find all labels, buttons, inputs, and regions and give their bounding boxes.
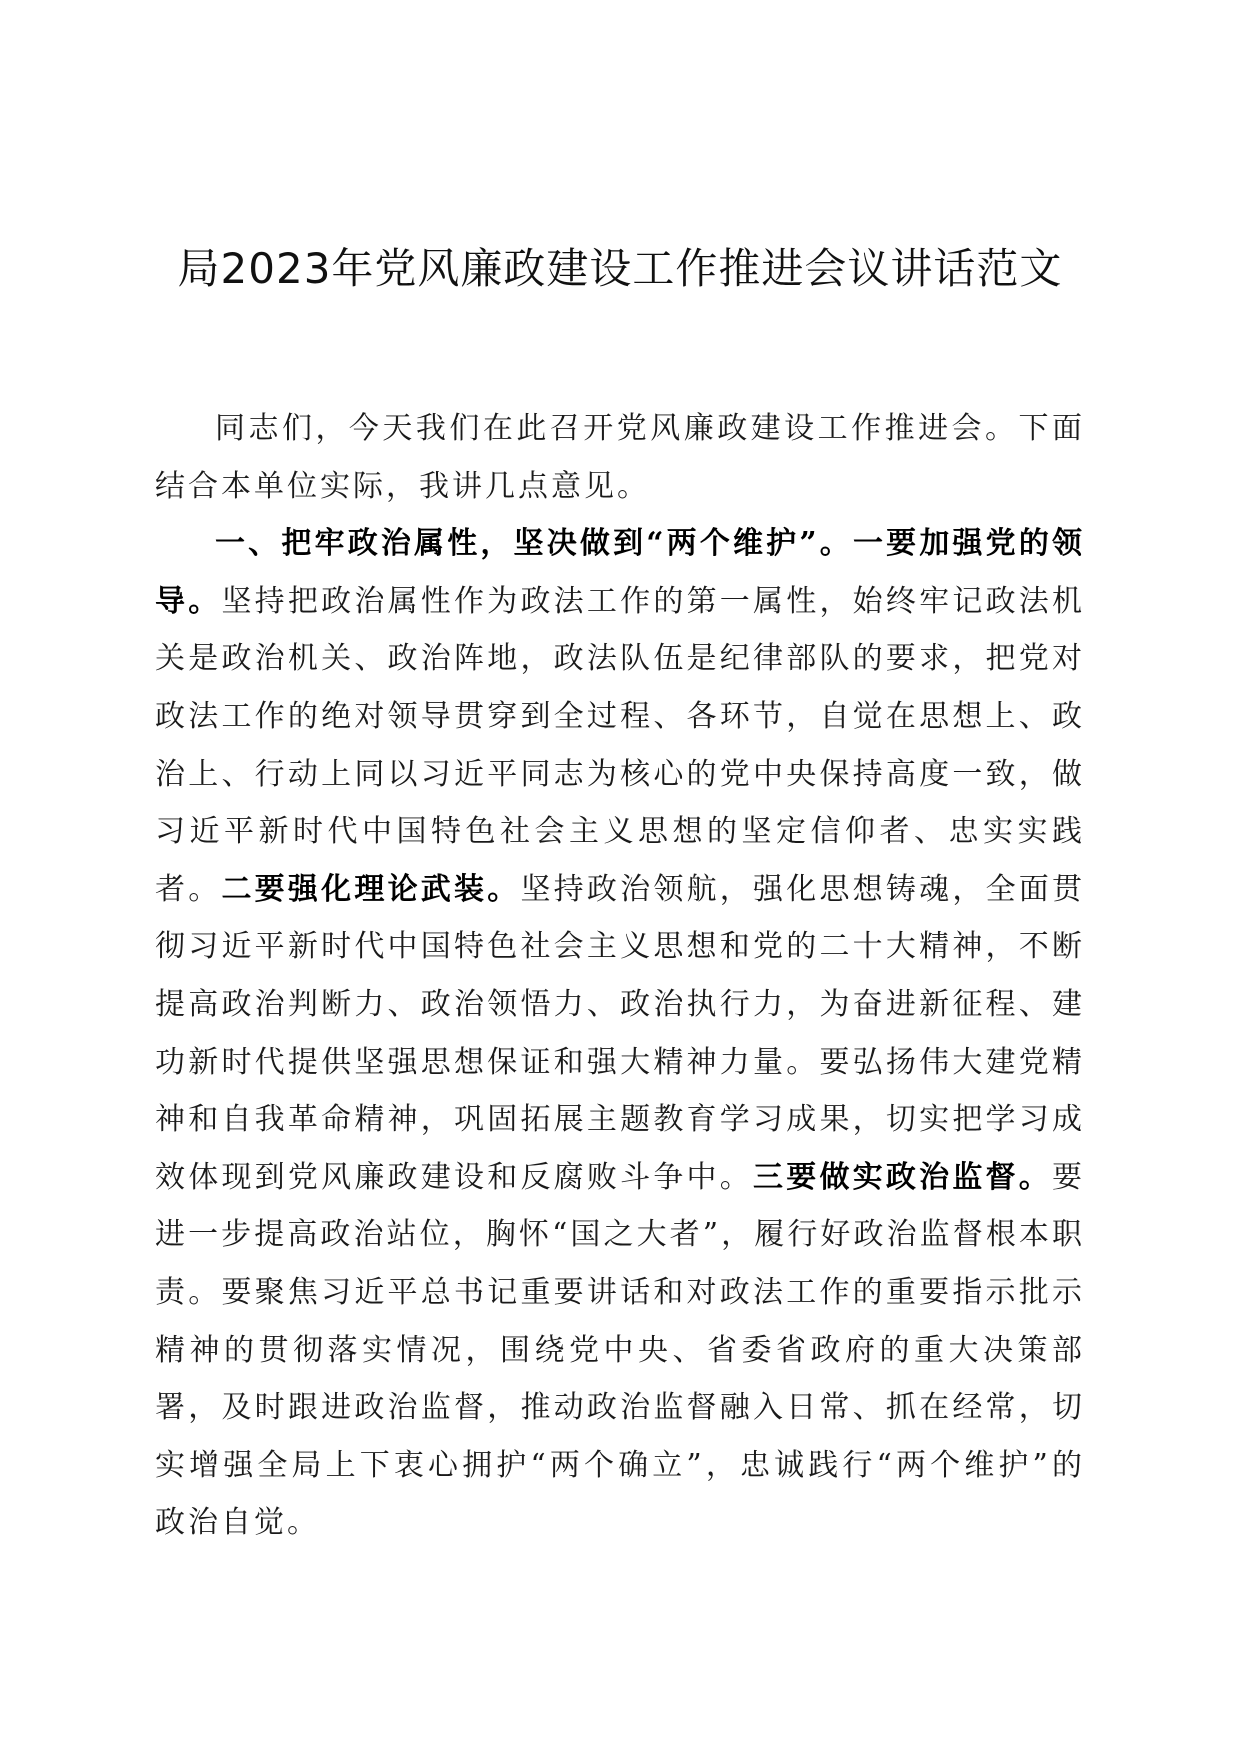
section-1-heading: 一、把牢政治属性，坚决做到“两个维护”。 [215, 526, 853, 562]
point-1-text: 坚持把政治属性作为政法工作的第一属性，始终牢记政法机关是政治机关、政治阵地，政法队伍是纪律部队的要求，把党对政法工作的绝对领导贯穿到全过程、各环节，自觉在思想上、政治上、行动上同以习近平同志为核心的党中央保持高度一致，做习近平新时代中国特色社会主义思想的坚定信仰者、忠实实践者。 [155, 583, 1086, 907]
document-body [155, 400, 1085, 1552]
point-3-heading: 三要做实政治监督。 [753, 1159, 1052, 1195]
intro-paragraph: 同志们，今天我们在此召开党风廉政建设工作推进会。下面结合本单位实际，我讲几点意见。 [155, 411, 1085, 504]
document-title: 局2023年党风廉政建设工作推进会议讲话范文 [177, 244, 1063, 293]
point-2-text: 坚持政治领航，强化思想铸魂，全面贯彻习近平新时代中国特色社会主义思想和党的二十大精神，不断提高政治判断力、政治领悟力、政治执行力，为奋进新征程、建功新时代提供坚强思想保证和强大精神力量。要弘扬伟大建党精神和自我革命精神，巩固拓展主题教育学习成果，切实把学习成效体现到党风廉政建设和反腐败斗争中。 [155, 871, 1086, 1195]
point-1-heading: 一要加强党的领导。 [155, 526, 1086, 619]
point-3-text: 要进一步提高政治站位，胸怀“国之大者”，履行好政治监督根本职责。要聚焦习近平总书记重要讲话和对政法工作的重要指示批示精神的贯彻落实情况，围绕党中央、省委省政府的重大决策部署，及时跟进政治监督，推动政治监督融入日常、抓在经常，切实增强全局上下衷心拥护“两个确立”，忠诚践行“两个维护”的政治自觉。 [155, 1159, 1085, 1541]
section-1-paragraph [155, 515, 1085, 1552]
point-2-heading: 二要强化理论武装。 [221, 871, 521, 907]
